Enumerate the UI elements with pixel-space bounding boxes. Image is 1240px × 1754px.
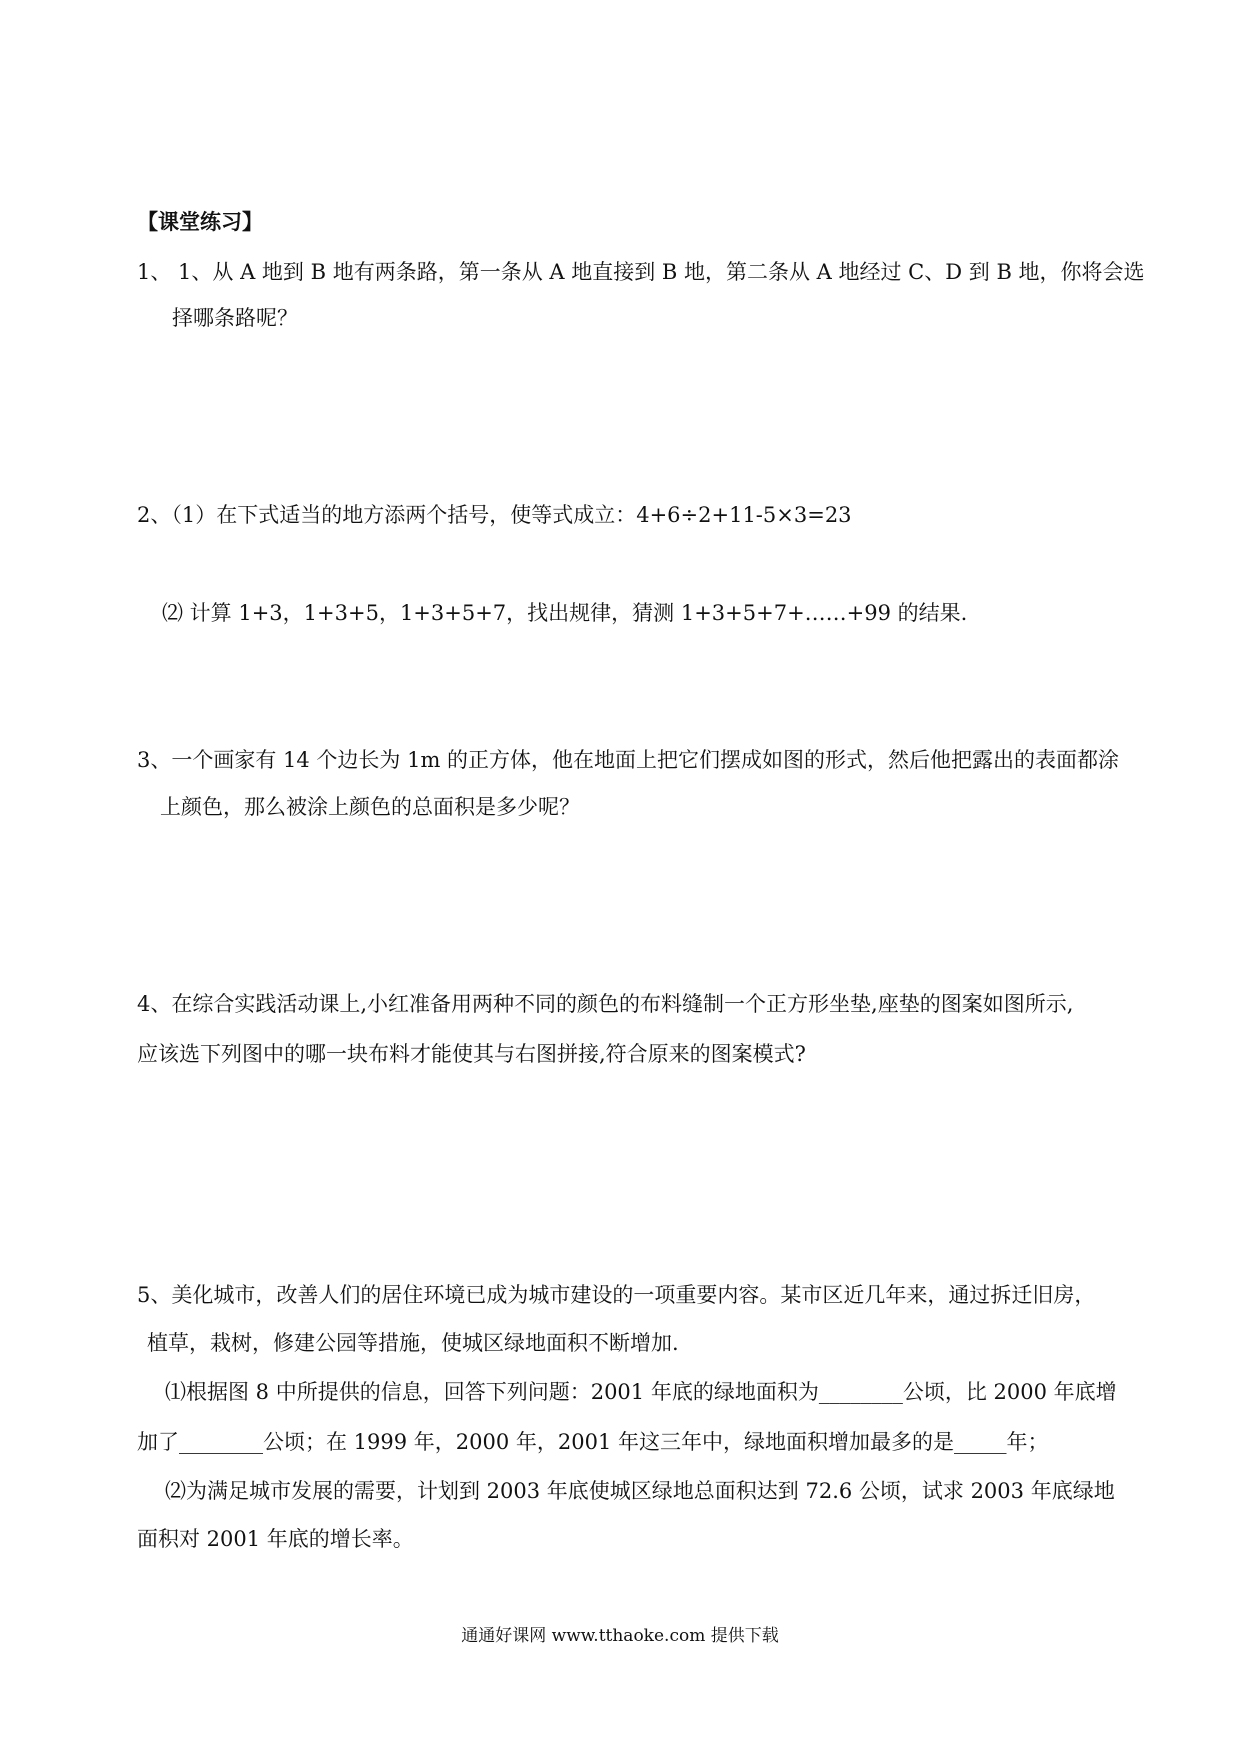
section-title: 【课堂练习】 (137, 209, 263, 234)
question-5-line-3: ⑴根据图 8 中所提供的信息，回答下列问题：2001 年底的绿地面积为________公顷，比 2000 年底增 (165, 1380, 1117, 1404)
question-1-line-1: 1、 1、从 A 地到 B 地有两条路，第一条从 A 地直接到 B 地，第二条从 A 地经过 C、D 到 B 地，你将会选 (137, 260, 1145, 284)
question-5-line-1: 5、美化城市，改善人们的居住环境已成为城市建设的一项重要内容。某市区近几年来，通过拆迁旧房， (137, 1283, 1096, 1307)
question-2-part-1: 2、（1）在下式适当的地方添两个括号，使等式成立：4+6÷2+11-5×3=23 (137, 503, 852, 527)
question-3-line-2: 上颜色，那么被涂上颜色的总面积是多少呢？ (160, 795, 580, 819)
question-5-line-6: 面积对 2001 年底的增长率。 (137, 1527, 414, 1551)
question-2-part-2: ⑵ 计算 1+3，1+3+5，1+3+5+7，找出规律，猜测 1+3+5+7+……+99 的结果. (162, 601, 968, 625)
question-4-line-2: 应该选下列图中的哪一块布料才能使其与右图拼接,符合原来的图案模式? (137, 1042, 806, 1066)
question-5-line-5: ⑵为满足城市发展的需要，计划到 2003 年底使城区绿地总面积达到 72.6 公顷，试求 2003 年底绿地 (165, 1479, 1115, 1503)
question-4-line-1: 4、在综合实践活动课上,小红准备用两种不同的颜色的布料缝制一个正方形坐垫,座垫的图案如图所示, (137, 992, 1074, 1016)
question-3-line-1: 3、一个画家有 14 个边长为 1m 的正方体，他在地面上把它们摆成如图的形式，然后他把露出的表面都涂 (137, 748, 1120, 772)
question-1-line-2: 择哪条路呢？ (172, 306, 298, 330)
question-5-line-4: 加了________公顷；在 1999 年，2000 年，2001 年这三年中，绿地面积增加最多的是_____年； (137, 1430, 1049, 1454)
question-5-line-2: 植草，栽树，修建公园等措施，使城区绿地面积不断增加. (147, 1331, 679, 1355)
footer-credit: 通通好课网 www.tthaoke.com 提供下载 (461, 1626, 779, 1646)
